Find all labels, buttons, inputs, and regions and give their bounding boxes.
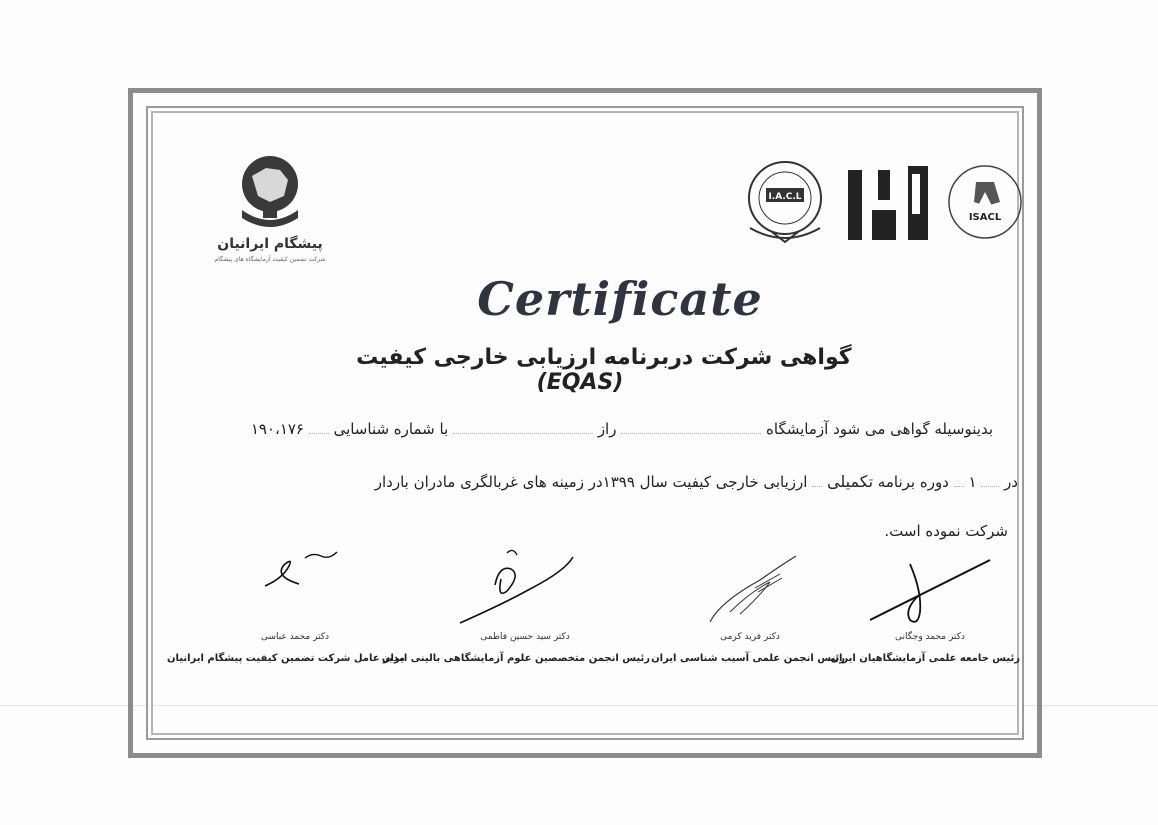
line1-prefix: بدینوسیله گواهی می شود آزمایشگاه [766,420,993,438]
iacl-seal-icon [742,158,828,248]
round-dots-2 [954,486,964,487]
signatory-1-title: رئیس جامعه علمی آزمایشگاهیان ایران [830,653,1020,664]
pishgam-logo-icon [200,152,340,272]
round-label: دوره برنامه [877,473,949,491]
isacl-seal-icon [946,162,1024,248]
id-dots [309,433,329,434]
lab-dots [621,433,761,434]
pishgam-logo-subtext: شرکت تضمین کیفیت آزمایشگاه های پیشگام [214,256,326,263]
lab-dots-2 [453,433,593,434]
round-number: ۱ [968,473,977,491]
id-number: ۱۹۰،۱۷۶ [250,420,304,438]
round-dots [981,486,999,487]
subtitle-text: گواهی شرکت دربرنامه ارزیابی خارجی کیفیت [356,345,852,370]
certificate-line-2 [375,472,1018,491]
signatory-4-title: مدیر عامل شرکت تضمین کیفیت پیشگام ایرانیان [166,653,405,664]
signatory-1-name: دکتر محمد وجگانی [895,632,965,642]
certificate-subtitle [300,345,860,395]
line2-prefix: در [1004,473,1018,491]
lab-name: راز [597,420,617,438]
isacl-text: ISACL [968,212,1002,223]
signatory-2-title: رئیس انجمن علمی آسیب شناسی ایران [651,653,845,664]
signature-1-mark [860,552,1000,632]
aiya-logo-icon [842,160,936,246]
id-label: با شماره شناسایی [333,420,449,438]
certificate-line-1 [251,420,993,438]
certificate-line-3: شرکت نموده است. [884,522,1008,540]
signatory-3-name: دکتر سید حسین فاطمی [480,632,570,642]
signature-3-mark [455,545,580,630]
signatory-4-name: دکتر محمد عباسی [260,632,330,642]
signature-4-mark [255,548,345,598]
signature-2-mark [700,552,810,632]
certificate-title: Certificate [477,272,763,326]
type-dots [812,486,822,487]
program-type: تکمیلی [827,472,874,491]
iacl-text: I.A.C.L [768,192,802,202]
signatory-2-name: دکتر فرید کرمی [720,632,780,642]
subtitle-code: (EQAS) [536,370,624,395]
line2-text: ارزیابی خارجی کیفیت سال ۱۳۹۹در زمینه های غربالگری مادران باردار [374,473,808,491]
pishgam-logo-text: پیشگام ایرانیان [217,236,323,252]
signatory-3-title: رئیس انجمن متخصصین علوم آزمایشگاهی بالینی ایران [381,653,650,664]
